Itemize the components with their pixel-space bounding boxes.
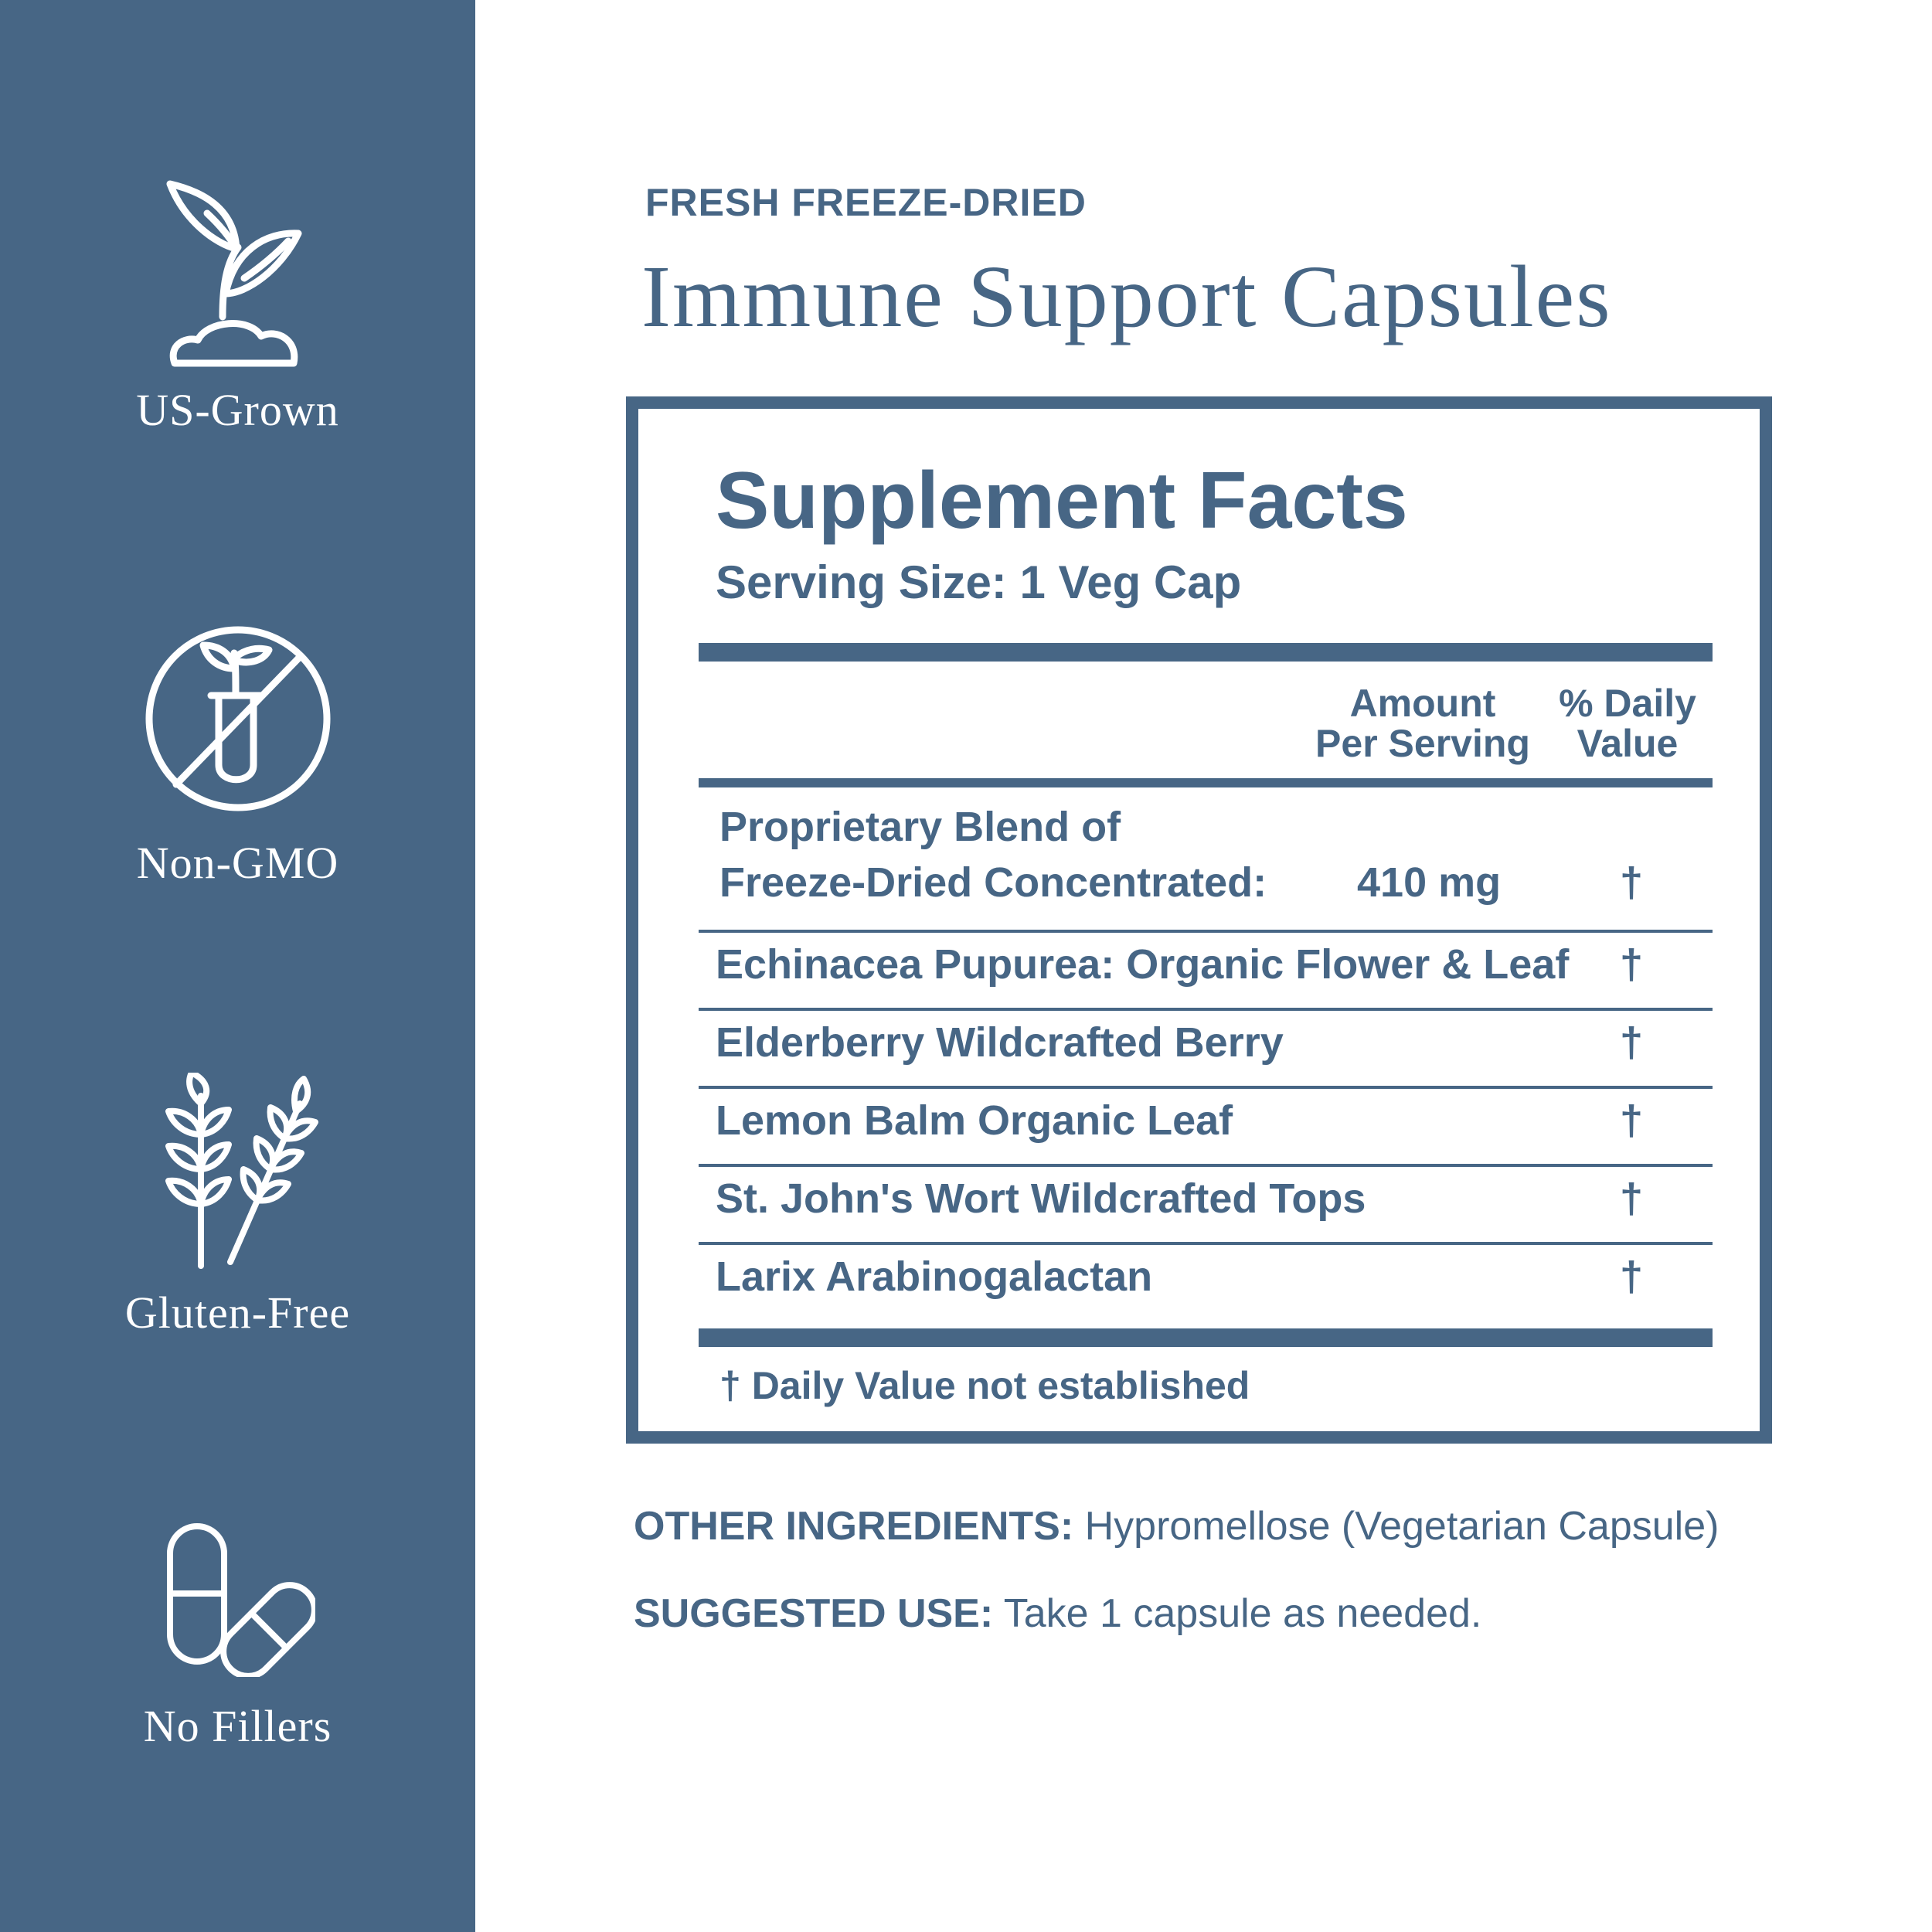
divider-thick-bottom (699, 1328, 1713, 1347)
capsules-icon (161, 1522, 315, 1677)
divider-thick (699, 643, 1713, 662)
ingredient-row-name: St. John's Wort Wildcrafted Tops (716, 1175, 1366, 1222)
facts-title: Supplement Facts (716, 456, 1408, 546)
ingredient-row-daily-value: † (1620, 1175, 1644, 1222)
blend-amount: 410 mg (1357, 859, 1502, 906)
other-ingredients-value: Hypromellose (Vegetarian Capsule) (1084, 1504, 1719, 1549)
wheat-icon (145, 1073, 331, 1274)
badge-label-us-grown: US-Grown (136, 385, 339, 435)
column-header-amount-line2: Per Serving (1315, 722, 1530, 765)
badge-label-non-gmo: Non-GMO (136, 838, 339, 888)
supplement-facts-panel (626, 396, 1772, 1444)
column-header-dv-line1: % Daily (1559, 682, 1696, 725)
ingredient-row-daily-value: † (1620, 941, 1644, 988)
badge-label-gluten-free: Gluten-Free (124, 1287, 351, 1338)
suggested-use (634, 1590, 1481, 1637)
blend-daily-value: † (1620, 859, 1644, 906)
badge-gluten-free (0, 1073, 475, 1274)
non-gmo-icon (141, 622, 335, 815)
blend-label-line1: Proprietary Blend of (719, 804, 1121, 850)
row-divider (699, 930, 1713, 933)
sprout-icon (161, 178, 315, 371)
serving-size: Serving Size: 1 Veg Cap (716, 556, 1242, 608)
features-sidebar (0, 0, 475, 1932)
product-eyebrow: FRESH FREEZE-DRIED (645, 181, 1087, 224)
ingredient-row-name: Elderberry Wildcrafted Berry (716, 1019, 1284, 1066)
divider-medium (699, 778, 1713, 787)
daily-value-footnote: † Daily Value not established (719, 1364, 1250, 1407)
other-ingredients-label: OTHER INGREDIENTS: (634, 1504, 1074, 1549)
ingredient-row-daily-value: † (1620, 1253, 1644, 1300)
row-divider (699, 1242, 1713, 1245)
ingredient-row-name: Echinacea Pupurea: Organic Flower & Leaf (716, 941, 1570, 988)
row-divider (699, 1164, 1713, 1167)
blend-label-line2: Freeze-Dried Concentrated: (719, 859, 1267, 906)
row-divider (699, 1008, 1713, 1011)
column-header-amount (1307, 683, 1539, 764)
suggested-use-label: SUGGESTED USE: (634, 1591, 994, 1636)
badge-label-no-fillers: No Fillers (143, 1701, 332, 1751)
other-ingredients (634, 1503, 1719, 1549)
column-header-daily-value (1550, 683, 1705, 764)
ingredient-row-daily-value: † (1620, 1097, 1644, 1144)
ingredient-row-daily-value: † (1620, 1019, 1644, 1066)
badge-us-grown (0, 178, 475, 371)
ingredient-row-name: Larix Arabinogalactan (716, 1253, 1153, 1300)
badge-non-gmo (0, 622, 475, 815)
badge-no-fillers (0, 1522, 475, 1677)
ingredient-row-name: Lemon Balm Organic Leaf (716, 1097, 1233, 1144)
suggested-use-value: Take 1 capsule as needed. (1003, 1591, 1482, 1636)
column-header-amount-line1: Amount (1349, 682, 1496, 725)
row-divider (699, 1086, 1713, 1089)
product-title: Immune Support Capsules (641, 247, 1612, 345)
column-header-dv-line2: Value (1577, 722, 1679, 765)
